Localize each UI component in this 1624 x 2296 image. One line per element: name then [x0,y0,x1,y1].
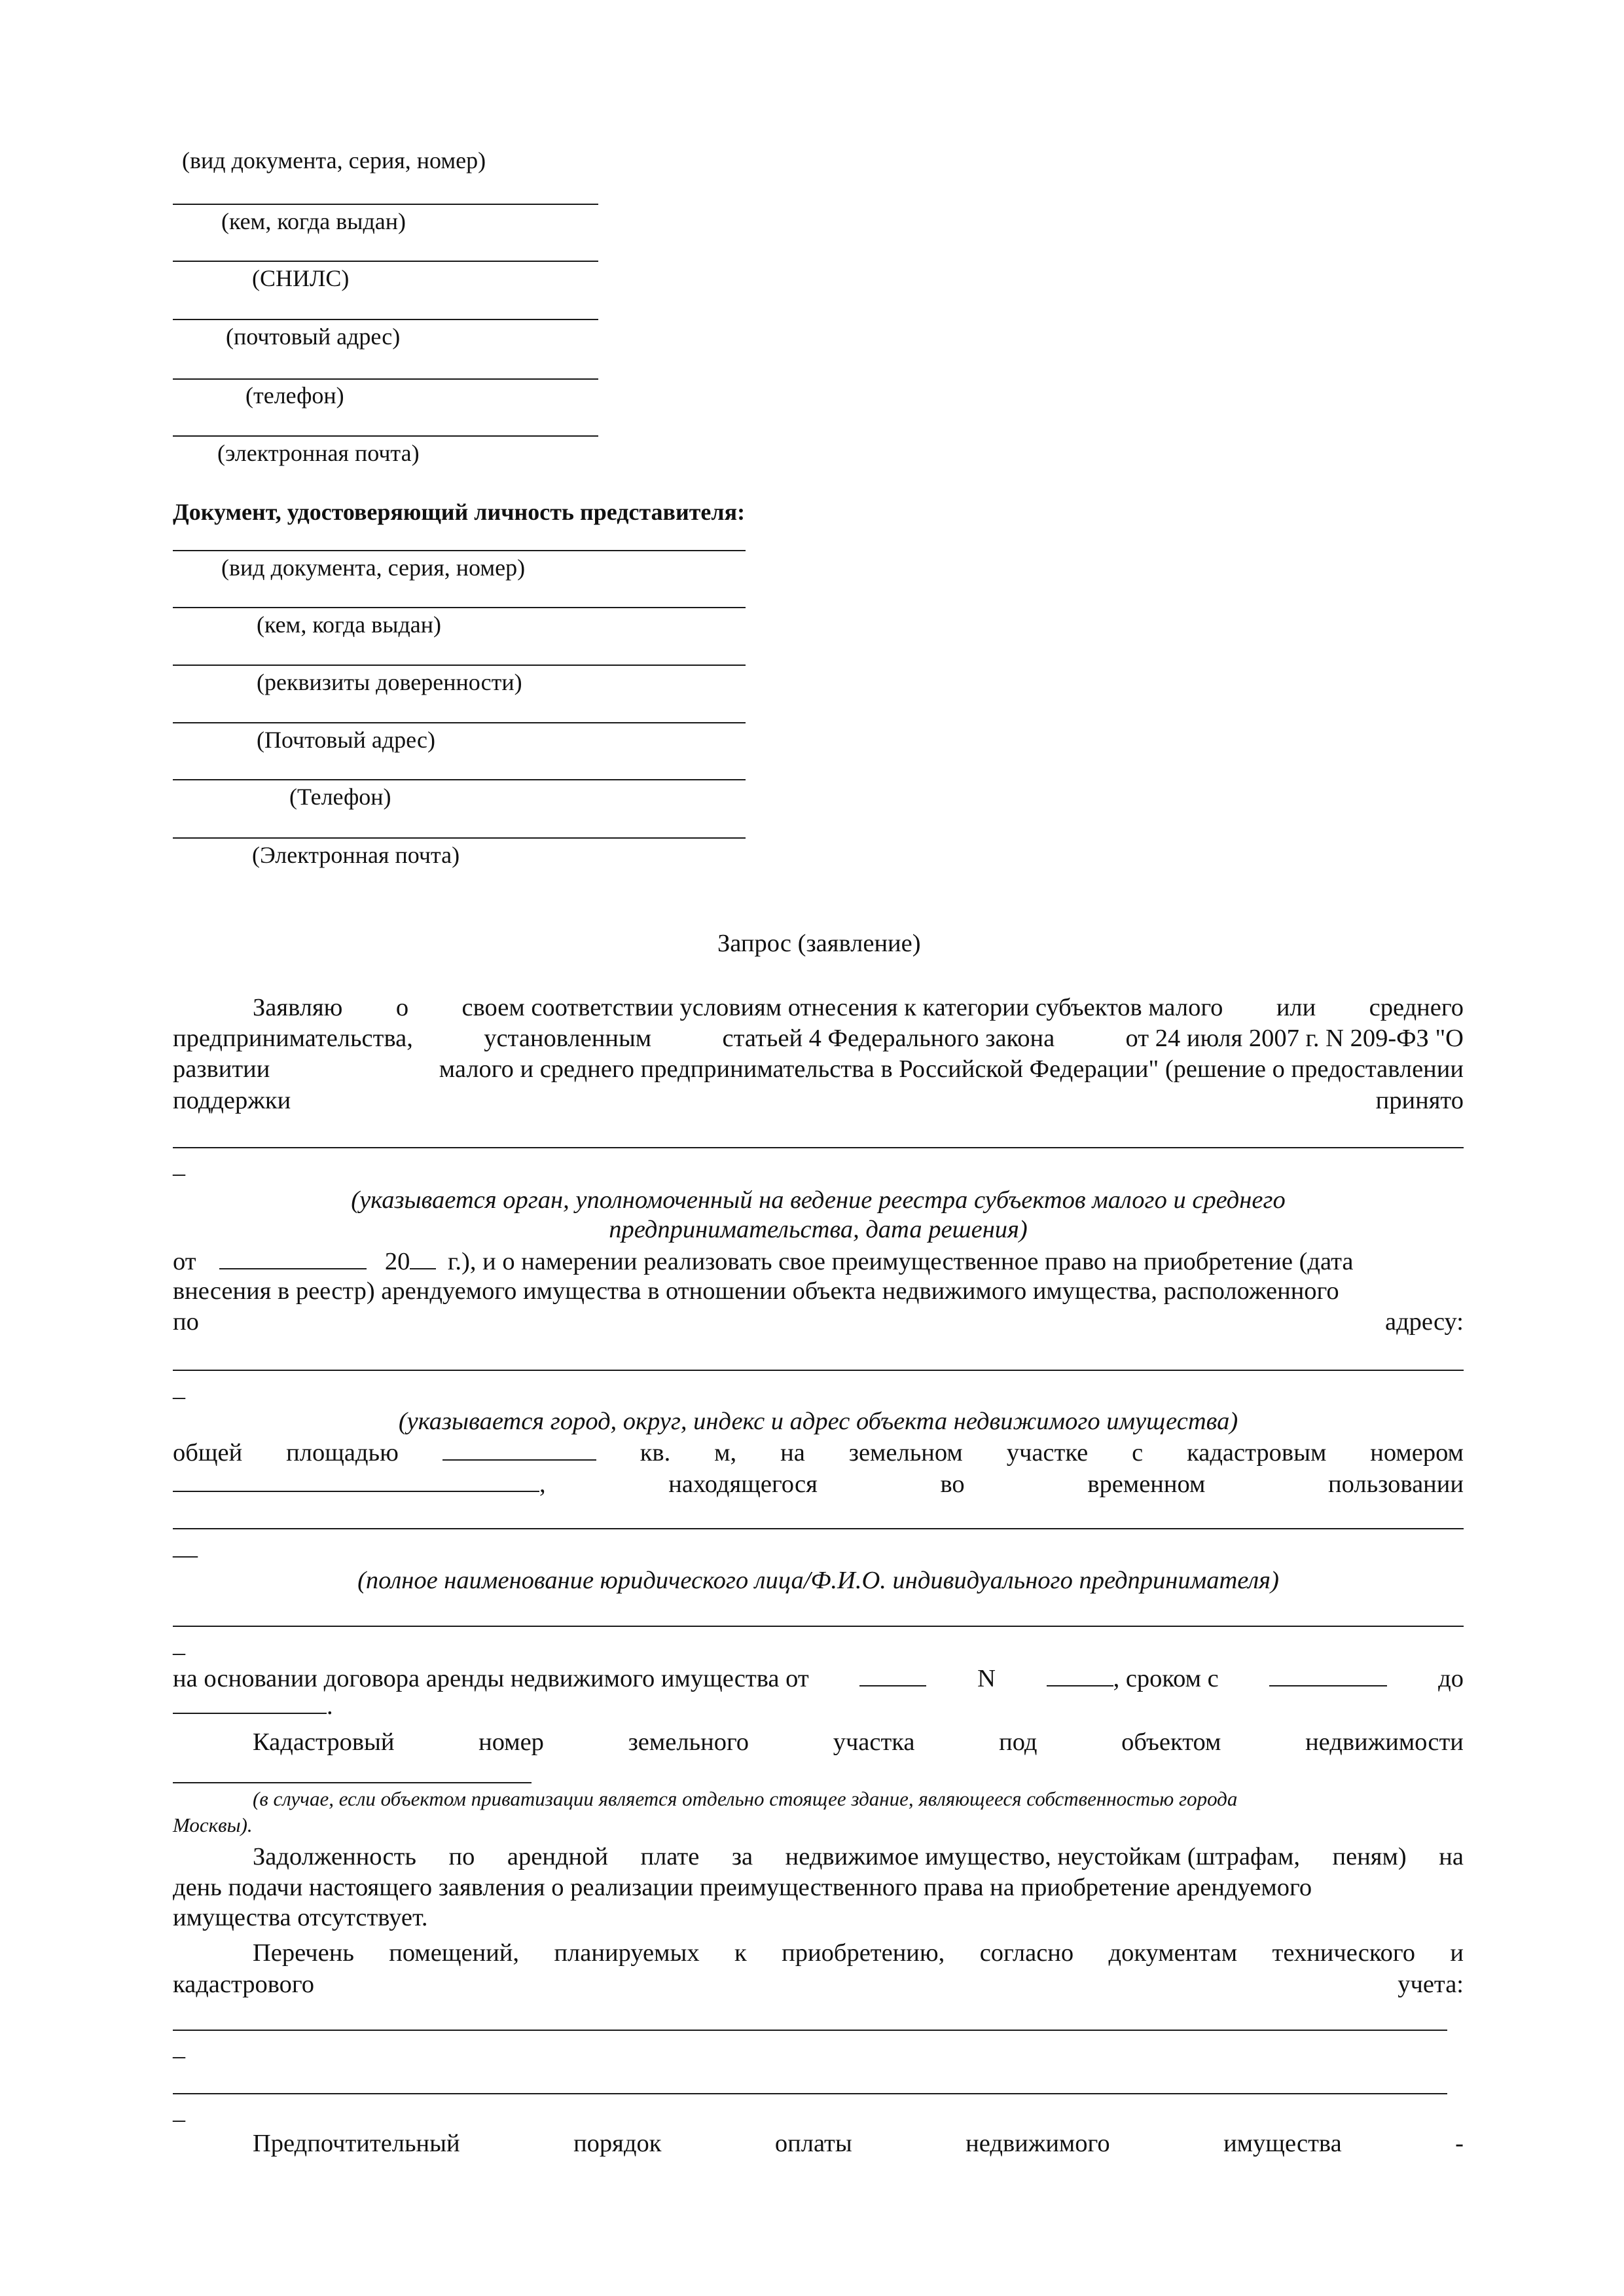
word: своем соответствии условиям отнесения к категории субъектов малого [461,994,1223,1021]
word: арендной [507,1843,608,1870]
word: кадастровым [1187,1439,1327,1467]
word: поддержки [173,1087,291,1114]
debt-line-2 [173,1874,1464,1901]
line-dash: – [173,2042,185,2069]
word: Предпочтительный [253,2130,460,2157]
caption-rep-power-of-attorney: (реквизиты доверенности) [257,669,522,695]
word: Кадастровый [253,1728,395,1756]
caption-rep-postal-address: (Почтовый адрес) [257,727,436,753]
word: документам [1108,1939,1238,1967]
year-field[interactable] [410,1246,436,1269]
word: установленным [484,1025,652,1052]
word: , сроком с [1113,1665,1219,1692]
field-line-rep-phone[interactable] [173,779,746,780]
word: статьей 4 Федерального закона [722,1025,1055,1052]
word: развитии [173,1055,270,1083]
from-date-line [173,1246,1353,1275]
word: день подачи настоящего заявления о реализации преимущественного права на приобретение арендуемого [173,1874,1312,1901]
caption-postal-address: (почтовый адрес) [226,323,401,350]
note-address: (указывается город, округ, индекс и адрес объекта недвижимого имущества) [398,1408,1238,1435]
line-dash: – [173,2105,185,2133]
field-line-postal[interactable] [173,319,598,320]
note-authority: (указывается орган, уполномоченный на ведение реестра субъектов малого и среднего [351,1186,1286,1214]
line-dash: – [173,1383,185,1410]
word: Перечень [253,1939,354,1967]
word: за [731,1843,753,1870]
word: на [1439,1843,1464,1870]
word: согласно [979,1939,1074,1967]
field-line-address[interactable] [173,1370,1464,1371]
word: земельном [848,1439,963,1467]
area-field[interactable] [442,1437,596,1461]
word: от [173,1248,196,1275]
word: недвижимости [1305,1728,1464,1756]
caption-phone: (телефон) [245,382,344,409]
word: предпринимательства, [173,1025,413,1052]
word: 20 [384,1248,410,1275]
field-line-tenant-2[interactable] [173,1626,1464,1627]
field-line-rep-postal[interactable] [173,722,746,723]
lease-end-field[interactable] [173,1690,327,1714]
word: оплаты [774,2130,852,2157]
word: порядок [573,2130,662,2157]
cadastral-number-field[interactable] [173,1468,539,1492]
word: недвижимое имущество, неустойкам (штрафам, [785,1843,1300,1870]
caption-snils: (СНИЛС) [252,265,350,291]
word: до [1438,1665,1464,1692]
word: Заявляю [253,994,343,1021]
word: Задолженность [253,1843,416,1870]
word: объектом [1121,1728,1221,1756]
field-line-cadastral[interactable] [173,1782,532,1783]
area-line [173,1437,1464,1467]
word: на [780,1439,805,1467]
word: о [395,994,409,1021]
field-line-rep-issued[interactable] [173,607,746,608]
payment-line [253,2130,1464,2157]
word: и [1450,1939,1464,1967]
word: пеням) [1332,1843,1407,1870]
word: адресу: [1385,1308,1464,1336]
word: г.), и о намерении реализовать свое преимущественное право на приобретение (дата [447,1248,1354,1275]
field-line-premises[interactable] [173,2030,1447,2031]
area-line-2 [173,1468,1464,1498]
note-tenant-name: (полное наименование юридического лица/Ф.И.О. индивидуального предпринимателя) [357,1567,1279,1594]
field-line-email[interactable] [173,435,598,437]
word: малого и среднего предпринимательства в Российской Федерации" (решение о предоставлении [439,1055,1464,1083]
lease-line [173,1663,1464,1692]
lease-date-field[interactable] [859,1663,926,1686]
word: плате [640,1843,700,1870]
paragraph1-line1 [253,994,1464,1021]
word: площадью [286,1439,399,1467]
word: помещений, [389,1939,520,1967]
word: во [940,1470,965,1498]
word: N [977,1665,996,1692]
word: участка [833,1728,915,1756]
word: внесения в реестр) арендуемого имущества в отношении объекта недвижимого имущества, расположенного [173,1277,1339,1305]
word: , [539,1470,546,1498]
field-line-rep-doc[interactable] [173,550,746,551]
paragraph2-line2 [173,1277,1464,1305]
word: земельного [628,1728,749,1756]
word: или [1276,994,1316,1021]
word: по [448,1843,475,1870]
line-dash: – [173,1639,185,1666]
field-line-snils[interactable] [173,261,598,262]
document-title: Запрос (заявление) [717,930,921,957]
word: планируемых [554,1939,700,1967]
premises-line-1 [253,1939,1464,1967]
word: к [734,1939,747,1967]
line-dash: – [173,1159,185,1187]
representative-heading: Документ, удостоверяющий личность представителя: [173,499,746,525]
word: временном [1087,1470,1206,1498]
premises-line-2 [173,1971,1464,1998]
word: приобретению, [782,1939,945,1967]
paragraph1-line4 [173,1087,1464,1114]
paragraph1-line2 [173,1025,1464,1052]
word: среднего [1369,994,1464,1021]
caption-doc-type: (вид документа, серия, номер) [182,147,486,173]
debt-line-3: имущества отсутствует. [173,1904,428,1931]
word: находящегося [668,1470,818,1498]
field-line-issued-by[interactable] [173,204,598,205]
field-line-premises-2[interactable] [173,2093,1447,2094]
word: принято [1375,1087,1464,1114]
note-privatization: (в случае, если объектом приватизации является отдельно стоящее здание, являющееся собственностью города [253,1787,1238,1810]
field-line-rep-poa[interactable] [173,665,746,666]
field-line-tenant[interactable] [173,1528,1464,1529]
word: номер [478,1728,544,1756]
caption-rep-email: (Электронная почта) [252,842,460,868]
caption-email: (электронная почта) [217,440,420,466]
field-line-phone[interactable] [173,378,598,380]
word: с [1132,1439,1144,1467]
word: на основании договора аренды недвижимого имущества от [173,1665,809,1692]
date-field[interactable] [219,1246,367,1269]
word: под [999,1728,1038,1756]
cadastral-line [253,1728,1464,1756]
word: кадастрового [173,1971,315,1998]
word: кв. [640,1439,671,1467]
paragraph1-line3 [173,1055,1464,1083]
word: по [173,1308,199,1336]
word: номером [1370,1439,1464,1467]
word: имущества [1223,2130,1342,2157]
word: учета: [1398,1971,1464,1998]
word: от 24 июля 2007 г. N 209-ФЗ "О [1125,1025,1464,1052]
lease-end-line: . [173,1690,333,1720]
word: м, [714,1439,737,1467]
debt-line-1 [253,1843,1464,1870]
caption-issued-by: (кем, когда выдан) [221,208,406,234]
word: участке [1006,1439,1089,1467]
word: недвижимого [965,2130,1110,2157]
word: пользовании [1328,1470,1464,1498]
field-line-authority[interactable] [173,1147,1464,1148]
paragraph2-line3 [173,1308,1464,1336]
caption-rep-issued-by: (кем, когда выдан) [257,611,442,638]
word: технического [1272,1939,1415,1967]
word: общей [173,1439,243,1467]
lease-start-field[interactable] [1269,1663,1387,1686]
note-authority-2: предпринимательства, дата решения) [609,1216,1028,1243]
caption-rep-phone: (Телефон) [289,784,391,810]
lease-number-field[interactable] [1047,1663,1113,1686]
caption-rep-doc-type: (вид документа, серия, номер) [221,555,526,581]
field-line-rep-email[interactable] [173,837,746,839]
line-dash: — [173,1541,198,1569]
word: - [1455,2130,1464,2157]
note-privatization-2: Москвы). [173,1813,253,1836]
